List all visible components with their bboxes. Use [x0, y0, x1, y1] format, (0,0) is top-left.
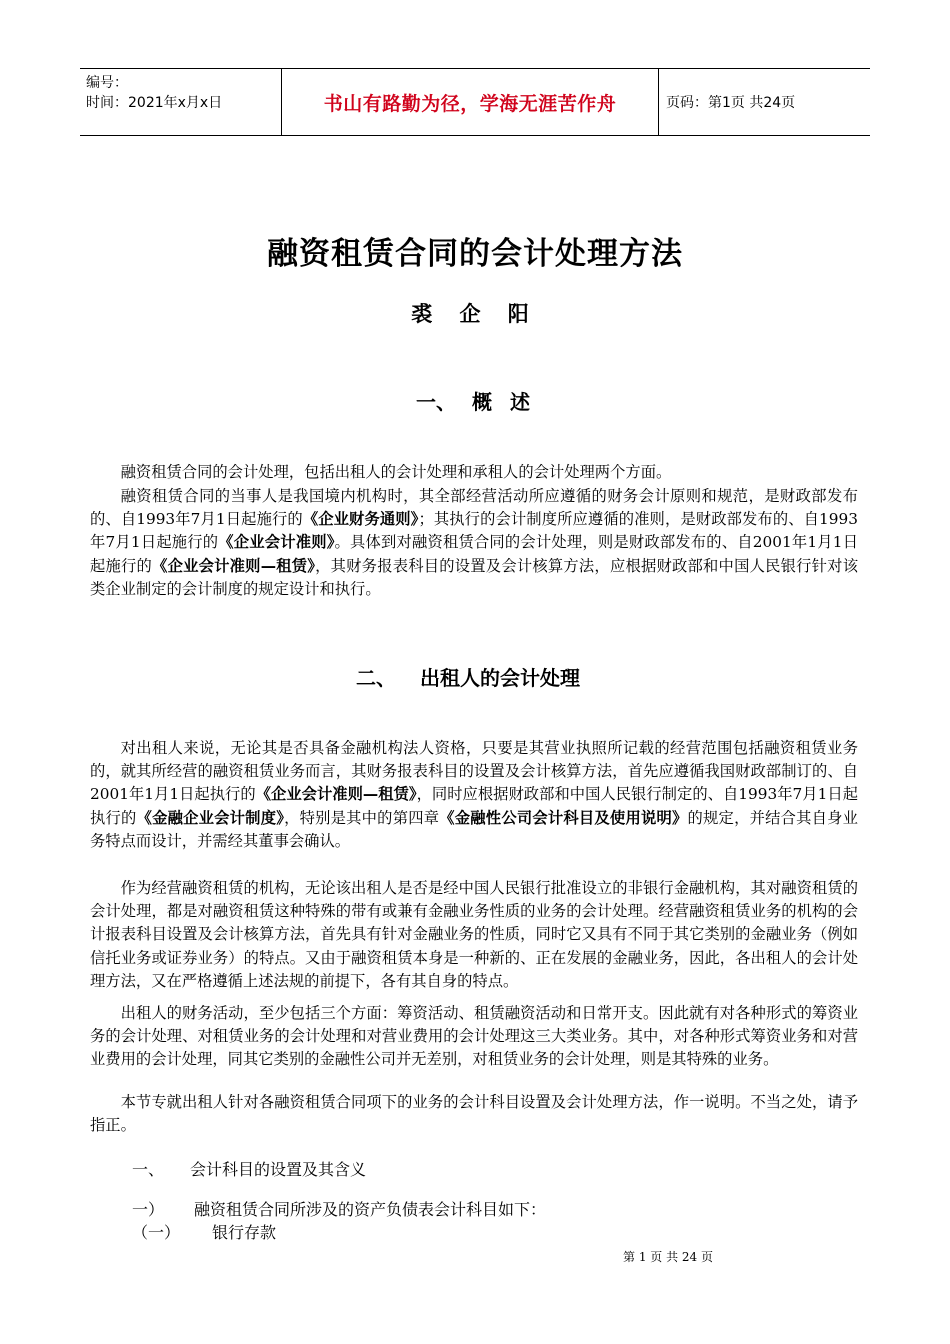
text-run: 对出租人来说，无论其是否具备金融机构法人资格，只要是其营业执照所记载的经营范围包括融资租赁业务的，就其所经营的融资租赁业务而言，其财务报表科目的设置及会计核算方法，首先应遵循我国财政部制订的、自2001年1月1日起执行的 — [90, 739, 858, 804]
subheading-accounts — [132, 1157, 366, 1180]
subheading-bank-deposit — [132, 1220, 276, 1243]
text-run: ；其执行的会计制度所应遵循的准则，是财政部发布的、自1993年7月1日起施行的 — [90, 510, 858, 552]
section-heading-lessor — [356, 662, 580, 691]
law-reference: 《企业会计准则—租赁》 — [255, 785, 417, 804]
subheading-number: 一） — [132, 1200, 165, 1219]
subheading-text: 融资租赁合同所涉及的资产负债表会计科目如下： — [194, 1200, 547, 1219]
paragraph — [90, 485, 858, 601]
paragraph — [90, 737, 858, 853]
text-run: 的规定，并结合其自身业务特点而设计，并需经其董事会确认。 — [90, 808, 858, 850]
subheading-balance-sheet — [132, 1197, 546, 1220]
paragraph: 本节专就出租人针对各融资租赁合同项下的业务的会计科目设置及会计处理方法，作一说明。不当之处，请予指正。 — [90, 1093, 858, 1135]
subheading-number: 一、 — [132, 1160, 165, 1179]
page-header — [80, 68, 870, 136]
header-page-info: 页码：第1页 共24页 — [666, 95, 796, 111]
header-motto: 书山有路勤为径，学海无涯苦作舟 — [323, 92, 617, 115]
document-author: 裘 企 阳 — [411, 302, 539, 326]
paragraph: 融资租赁合同的会计处理，包括出租人的会计处理和承租人的会计处理两个方面。 — [120, 463, 672, 481]
text-run: 融资租赁合同的当事人是我国境内机构时，其全部经营活动所应遵循的财务会计原则和规范，是财政部发布的、自1993年7月1日起施行的 — [90, 487, 858, 529]
section-number: 二、 — [356, 666, 396, 690]
subheading-number: （一） — [132, 1223, 181, 1242]
law-reference: 《企业会计准则》 — [218, 533, 335, 552]
subheading-text: 银行存款 — [212, 1223, 277, 1242]
section-number: 一、 — [416, 390, 456, 414]
header-divider — [658, 69, 659, 135]
law-reference: 《金融企业会计制度》 — [136, 808, 285, 827]
section-heading-overview — [416, 386, 548, 415]
text-run: ，特别是其中的第四章 — [284, 808, 440, 827]
paragraph: 作为经营融资租赁的机构，无论该出租人是否是经中国人民银行批准设立的非银行金融机构，其对融资租赁的会计处理，都是对融资租赁这种特殊的带有或兼有金融业务性质的业务的会计处理。经营融资租赁业务的机构的会计报表科目设置及会计核算方法，首先具有针对金融业务的性质，同时它又具有不同于其它类别的金融业务（例如信托业务或证券业务）的特点。又由于融资租赁本身是一种新的、正在发展的金融业务，因此，各出租人的会计处理方法，又在严格遵循上述法规的前提下，各有其自身的特点。 — [90, 879, 858, 990]
document-date: 时间：2021年x月x日 — [86, 95, 223, 111]
subheading-text: 会计科目的设置及其含义 — [190, 1160, 367, 1179]
text-run: ，同时应根据财政部和中国人民银行制定的、自1993年7月1日起执行的 — [90, 785, 858, 827]
document-title: 融资租赁合同的会计处理方法 — [267, 236, 683, 272]
page-footer: 第 1 页 共 24 页 — [623, 1250, 713, 1264]
text-run: ，其财务报表科目的设置及会计核算方法，应根据财政部和中国人民银行针对该类企业制定的会计制度的规定设计和执行。 — [90, 556, 858, 598]
law-reference: 《金融性公司会计科目及使用说明》 — [439, 808, 688, 827]
law-reference: 《企业财务通则》 — [302, 510, 419, 529]
text-run: 。具体到对融资租赁合同的会计处理，则是财政部发布的、自2001年1月1日起施行的 — [90, 533, 858, 575]
section-title: 概述 — [472, 390, 548, 414]
law-reference: 《企业会计准则—租赁》 — [152, 556, 316, 575]
paragraph: 出租人的财务活动，至少包括三个方面：筹资活动、租赁融资活动和日常开支。因此就有对各种形式的筹资业务的会计处理、对租赁业务的会计处理和对营业费用的会计处理这三大类业务。其中，对各种形式筹资业务和对营业费用的会计处理，同其它类别的金融性公司并无差别，对租赁业务的会计处理，则是其特殊的业务。 — [90, 1004, 858, 1069]
document-number-label: 编号： — [86, 75, 128, 91]
header-meta — [86, 73, 276, 113]
section-title: 出租人的会计处理 — [420, 666, 580, 690]
